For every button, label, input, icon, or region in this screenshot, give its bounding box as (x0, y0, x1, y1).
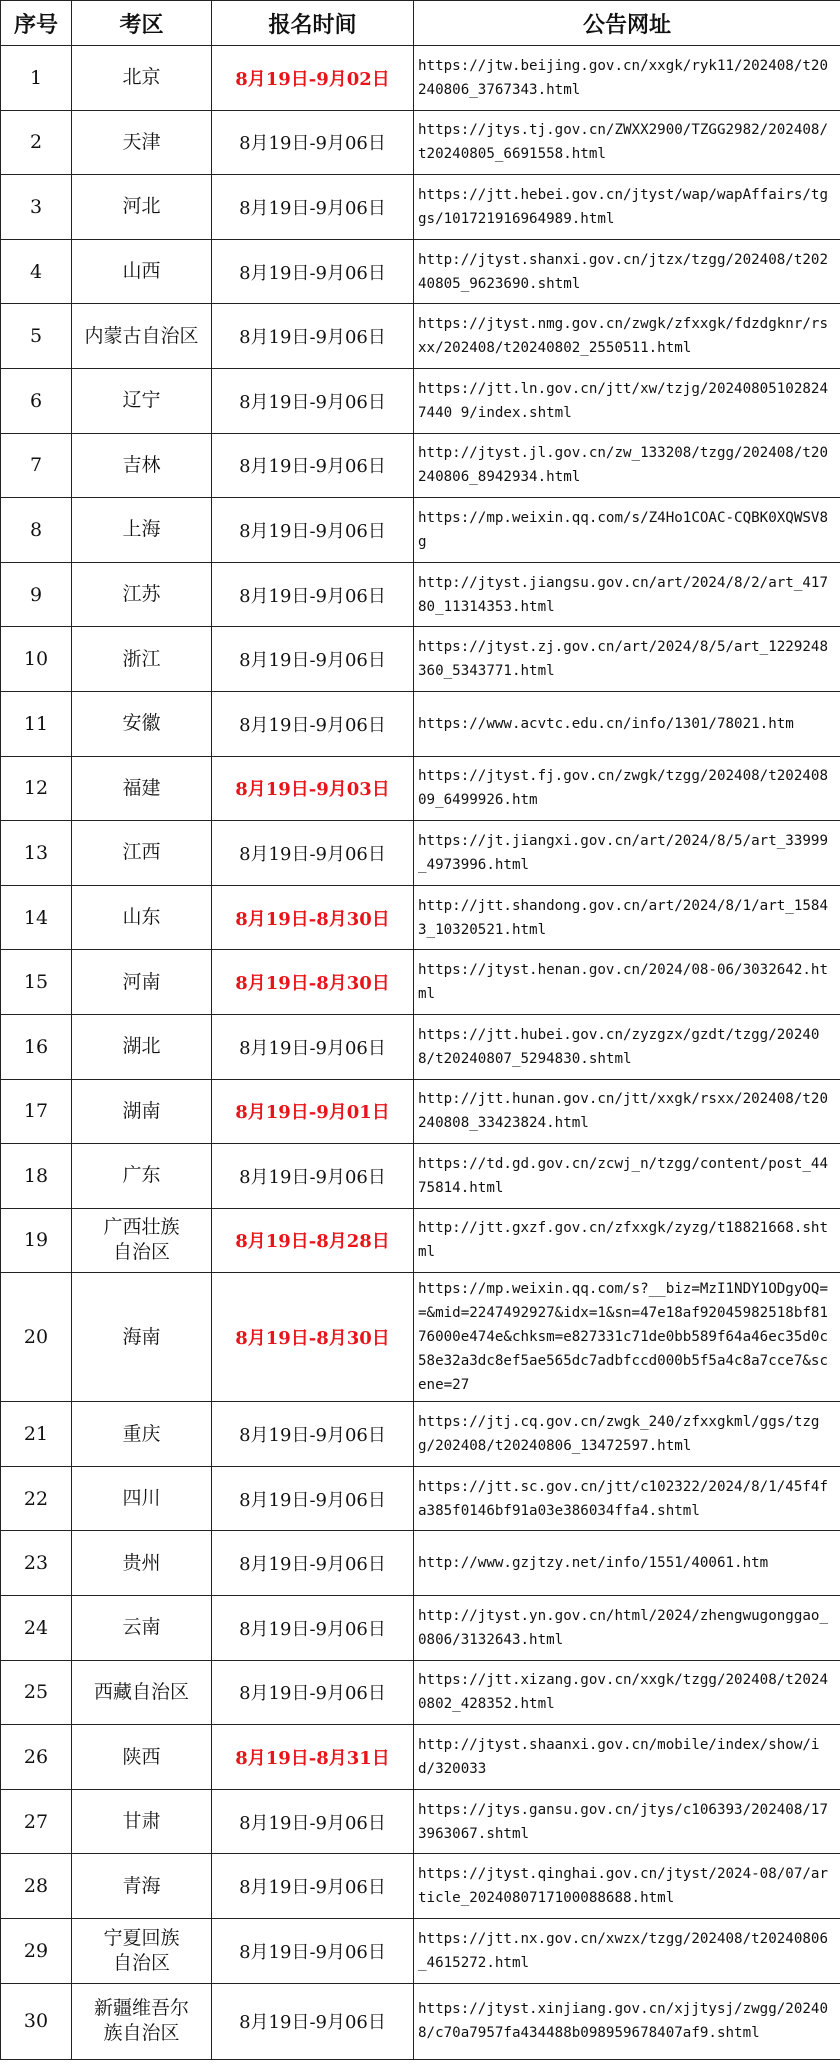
region-name: 山东 (72, 885, 212, 950)
table-row (1, 1466, 840, 1531)
registration-period: 8月19日-9月06日 (212, 239, 414, 304)
registration-period: 8月19日-9月06日 (212, 1402, 414, 1467)
table-row (1, 368, 840, 433)
registration-period: 8月19日-9月06日 (212, 821, 414, 886)
announcement-url[interactable]: http://jtt.hunan.gov.cn/jtt/xxgk/rsxx/202408/t20240808_33423824.html (414, 1079, 840, 1144)
table-row (1, 1854, 840, 1919)
row-number: 12 (1, 756, 72, 821)
registration-period: 8月19日-9月06日 (212, 175, 414, 240)
announcement-url[interactable]: http://jtyst.jl.gov.cn/zw_133208/tzgg/202408/t20240806_8942934.html (414, 433, 840, 498)
table-row (1, 1273, 840, 1402)
announcement-url[interactable]: https://jtyst.qinghai.gov.cn/jtyst/2024-08/07/article_2024080717100088688.html (414, 1854, 840, 1919)
table-row (1, 1596, 840, 1661)
table-row (1, 175, 840, 240)
registration-period: 8月19日-9月02日 (212, 46, 414, 111)
table-row (1, 239, 840, 304)
region-name: 天津 (72, 110, 212, 175)
announcement-url[interactable]: https://jtyst.nmg.gov.cn/zwgk/zfxxgk/fdzdgknr/rsxx/202408/t20240802_2550511.html (414, 304, 840, 369)
region-name: 吉林 (72, 433, 212, 498)
registration-period: 8月19日-9月06日 (212, 304, 414, 369)
row-number: 27 (1, 1789, 72, 1854)
table-row (1, 756, 840, 821)
region-name: 内蒙古自治区 (72, 304, 212, 369)
table-row (1, 110, 840, 175)
announcement-url[interactable]: http://jtt.gxzf.gov.cn/zfxxgk/zyzg/t18821668.shtml (414, 1208, 840, 1273)
region-name: 北京 (72, 46, 212, 111)
table-row (1, 1919, 840, 1984)
region-name: 福建 (72, 756, 212, 821)
row-number: 8 (1, 498, 72, 563)
header-time: 报名时间 (212, 1, 414, 46)
region-name: 甘肃 (72, 1789, 212, 1854)
announcement-url[interactable]: https://jtyst.fj.gov.cn/zwgk/tzgg/202408/t20240809_6499926.htm (414, 756, 840, 821)
row-number: 19 (1, 1208, 72, 1273)
registration-period: 8月19日-8月28日 (212, 1208, 414, 1273)
row-number: 5 (1, 304, 72, 369)
announcement-url[interactable]: https://jtt.sc.gov.cn/jtt/c102322/2024/8/1/45f4fa385f0146bf91a03e386034ffa4.shtml (414, 1466, 840, 1531)
header-url: 公告网址 (414, 1, 840, 46)
region-name: 江苏 (72, 562, 212, 627)
announcement-url[interactable]: https://jtt.hebei.gov.cn/jtyst/wap/wapAffairs/tggs/101721916964989.html (414, 175, 840, 240)
announcement-url[interactable]: http://www.gzjtzy.net/info/1551/40061.htm (414, 1531, 840, 1596)
table-row (1, 304, 840, 369)
announcement-url[interactable]: https://jtyst.henan.gov.cn/2024/08-06/3032642.html (414, 950, 840, 1015)
announcement-url[interactable]: https://jtt.ln.gov.cn/jtt/xw/tzjg/202408051028247440 9/index.shtml (414, 368, 840, 433)
row-number: 23 (1, 1531, 72, 1596)
announcement-url[interactable]: http://jtyst.shaanxi.gov.cn/mobile/index/show/id/320033 (414, 1725, 840, 1790)
registration-period: 8月19日-9月06日 (212, 1014, 414, 1079)
table-header (1, 1, 840, 46)
row-number: 4 (1, 239, 72, 304)
table-row (1, 1725, 840, 1790)
registration-period: 8月19日-9月06日 (212, 368, 414, 433)
region-name: 四川 (72, 1466, 212, 1531)
row-number: 26 (1, 1725, 72, 1790)
announcement-url[interactable]: https://mp.weixin.qq.com/s/Z4Ho1COAC-CQBK0XQWSV8g (414, 498, 840, 563)
table-row (1, 691, 840, 756)
registration-period: 8月19日-8月30日 (212, 950, 414, 1015)
region-name: 宁夏回族 自治区 (72, 1919, 212, 1984)
row-number: 14 (1, 885, 72, 950)
registration-period: 8月19日-9月06日 (212, 1854, 414, 1919)
registration-period: 8月19日-9月06日 (212, 110, 414, 175)
announcement-url[interactable]: https://jtys.tj.gov.cn/ZWXX2900/TZGG2982/202408/t20240805_6691558.html (414, 110, 840, 175)
table-row (1, 1144, 840, 1209)
announcement-url[interactable]: https://www.acvtc.edu.cn/info/1301/78021.htm (414, 691, 840, 756)
table-row (1, 821, 840, 886)
region-name: 贵州 (72, 1531, 212, 1596)
row-number: 10 (1, 627, 72, 692)
table-row (1, 1660, 840, 1725)
region-name: 上海 (72, 498, 212, 563)
announcement-url[interactable]: https://jtyst.zj.gov.cn/art/2024/8/5/art_1229248360_5343771.html (414, 627, 840, 692)
announcement-url[interactable]: https://jtj.cq.gov.cn/zwgk_240/zfxxgkml/ggs/tzgg/202408/t20240806_13472597.html (414, 1402, 840, 1467)
registration-period: 8月19日-9月06日 (212, 1789, 414, 1854)
announcement-url[interactable]: http://jtyst.shanxi.gov.cn/jtzx/tzgg/202408/t20240805_9623690.shtml (414, 239, 840, 304)
announcement-url[interactable]: https://jtt.hubei.gov.cn/zyzgzx/gzdt/tzgg/202408/t20240807_5294830.shtml (414, 1014, 840, 1079)
registration-period: 8月19日-9月06日 (212, 1660, 414, 1725)
region-name: 湖南 (72, 1079, 212, 1144)
row-number: 18 (1, 1144, 72, 1209)
row-number: 24 (1, 1596, 72, 1661)
region-name: 山西 (72, 239, 212, 304)
row-number: 22 (1, 1466, 72, 1531)
registration-period: 8月19日-9月06日 (212, 1531, 414, 1596)
region-name: 安徽 (72, 691, 212, 756)
registration-period: 8月19日-8月31日 (212, 1725, 414, 1790)
region-name: 新疆维吾尔 族自治区 (72, 1983, 212, 2059)
row-number: 3 (1, 175, 72, 240)
registration-period: 8月19日-9月06日 (212, 498, 414, 563)
announcement-url[interactable]: http://jtyst.jiangsu.gov.cn/art/2024/8/2/art_41780_11314353.html (414, 562, 840, 627)
table-row (1, 1983, 840, 2059)
region-name: 浙江 (72, 627, 212, 692)
row-number: 6 (1, 368, 72, 433)
announcement-url[interactable]: https://jt.jiangxi.gov.cn/art/2024/8/5/art_33999_4973996.html (414, 821, 840, 886)
region-name: 辽宁 (72, 368, 212, 433)
row-number: 28 (1, 1854, 72, 1919)
row-number: 11 (1, 691, 72, 756)
row-number: 15 (1, 950, 72, 1015)
table-row (1, 498, 840, 563)
row-number: 25 (1, 1660, 72, 1725)
announcement-url[interactable]: https://jtw.beijing.gov.cn/xxgk/ryk11/202408/t20240806_3767343.html (414, 46, 840, 111)
announcement-url[interactable]: http://jtt.shandong.gov.cn/art/2024/8/1/art_15843_10320521.html (414, 885, 840, 950)
registration-period: 8月19日-9月06日 (212, 1144, 414, 1209)
registration-period: 8月19日-8月30日 (212, 885, 414, 950)
table-row (1, 1208, 840, 1273)
row-number: 9 (1, 562, 72, 627)
announcement-url[interactable]: https://mp.weixin.qq.com/s?__biz=MzI1NDY1ODgyOQ==&mid=2247492927&idx=1&sn=47e18af92045982518bf8176000e474e&chksm=e827331c71de0bb589f64a46ec35d0c58e32a3dc8ef5ae565dc7adbfccd000b5f5a4c8a7cce7&scene=27 (414, 1273, 840, 1402)
header-no: 序号 (1, 1, 72, 46)
region-name: 广西壮族 自治区 (72, 1208, 212, 1273)
table-row (1, 562, 840, 627)
registration-period: 8月19日-9月06日 (212, 1919, 414, 1984)
row-number: 29 (1, 1919, 72, 1984)
row-number: 2 (1, 110, 72, 175)
announcement-url[interactable]: https://jtt.nx.gov.cn/xwzx/tzgg/202408/t20240806_4615272.html (414, 1919, 840, 1984)
region-name: 陕西 (72, 1725, 212, 1790)
registration-period: 8月19日-9月06日 (212, 627, 414, 692)
registration-period: 8月19日-8月30日 (212, 1273, 414, 1402)
registration-period: 8月19日-9月01日 (212, 1079, 414, 1144)
table-body (1, 46, 840, 2060)
table-row (1, 1531, 840, 1596)
announcement-url[interactable]: https://jtyst.xinjiang.gov.cn/xjjtysj/zwgg/202408/c70a7957fa434488b098959678407af9.shtml (414, 1983, 840, 2059)
table-row (1, 1789, 840, 1854)
region-name: 河南 (72, 950, 212, 1015)
table-row (1, 950, 840, 1015)
announcement-url[interactable]: https://jtt.xizang.gov.cn/xxgk/tzgg/202408/t20240802_428352.html (414, 1660, 840, 1725)
row-number: 21 (1, 1402, 72, 1467)
table-row (1, 1014, 840, 1079)
region-name: 海南 (72, 1273, 212, 1402)
registration-period: 8月19日-9月06日 (212, 1983, 414, 2059)
region-name: 广东 (72, 1144, 212, 1209)
announcement-url[interactable]: http://jtyst.yn.gov.cn/html/2024/zhengwugonggao_0806/3132643.html (414, 1596, 840, 1661)
table-row (1, 1402, 840, 1467)
region-name: 重庆 (72, 1402, 212, 1467)
row-number: 7 (1, 433, 72, 498)
row-number: 13 (1, 821, 72, 886)
table-row (1, 46, 840, 111)
registration-period: 8月19日-9月06日 (212, 433, 414, 498)
region-name: 云南 (72, 1596, 212, 1661)
region-name: 西藏自治区 (72, 1660, 212, 1725)
table-row (1, 627, 840, 692)
row-number: 17 (1, 1079, 72, 1144)
row-number: 30 (1, 1983, 72, 2059)
table-row (1, 1079, 840, 1144)
row-number: 1 (1, 46, 72, 111)
region-name: 河北 (72, 175, 212, 240)
table-row (1, 885, 840, 950)
registration-period: 8月19日-9月03日 (212, 756, 414, 821)
row-number: 16 (1, 1014, 72, 1079)
announcement-url[interactable]: https://td.gd.gov.cn/zcwj_n/tzgg/content/post_4475814.html (414, 1144, 840, 1209)
region-name: 江西 (72, 821, 212, 886)
region-name: 湖北 (72, 1014, 212, 1079)
header-region: 考区 (72, 1, 212, 46)
registration-period: 8月19日-9月06日 (212, 562, 414, 627)
registration-period: 8月19日-9月06日 (212, 1466, 414, 1531)
announcement-url[interactable]: https://jtys.gansu.gov.cn/jtys/c106393/202408/173963067.shtml (414, 1789, 840, 1854)
row-number: 20 (1, 1273, 72, 1402)
registration-period: 8月19日-9月06日 (212, 691, 414, 756)
table-row (1, 433, 840, 498)
registration-period: 8月19日-9月06日 (212, 1596, 414, 1661)
region-name: 青海 (72, 1854, 212, 1919)
